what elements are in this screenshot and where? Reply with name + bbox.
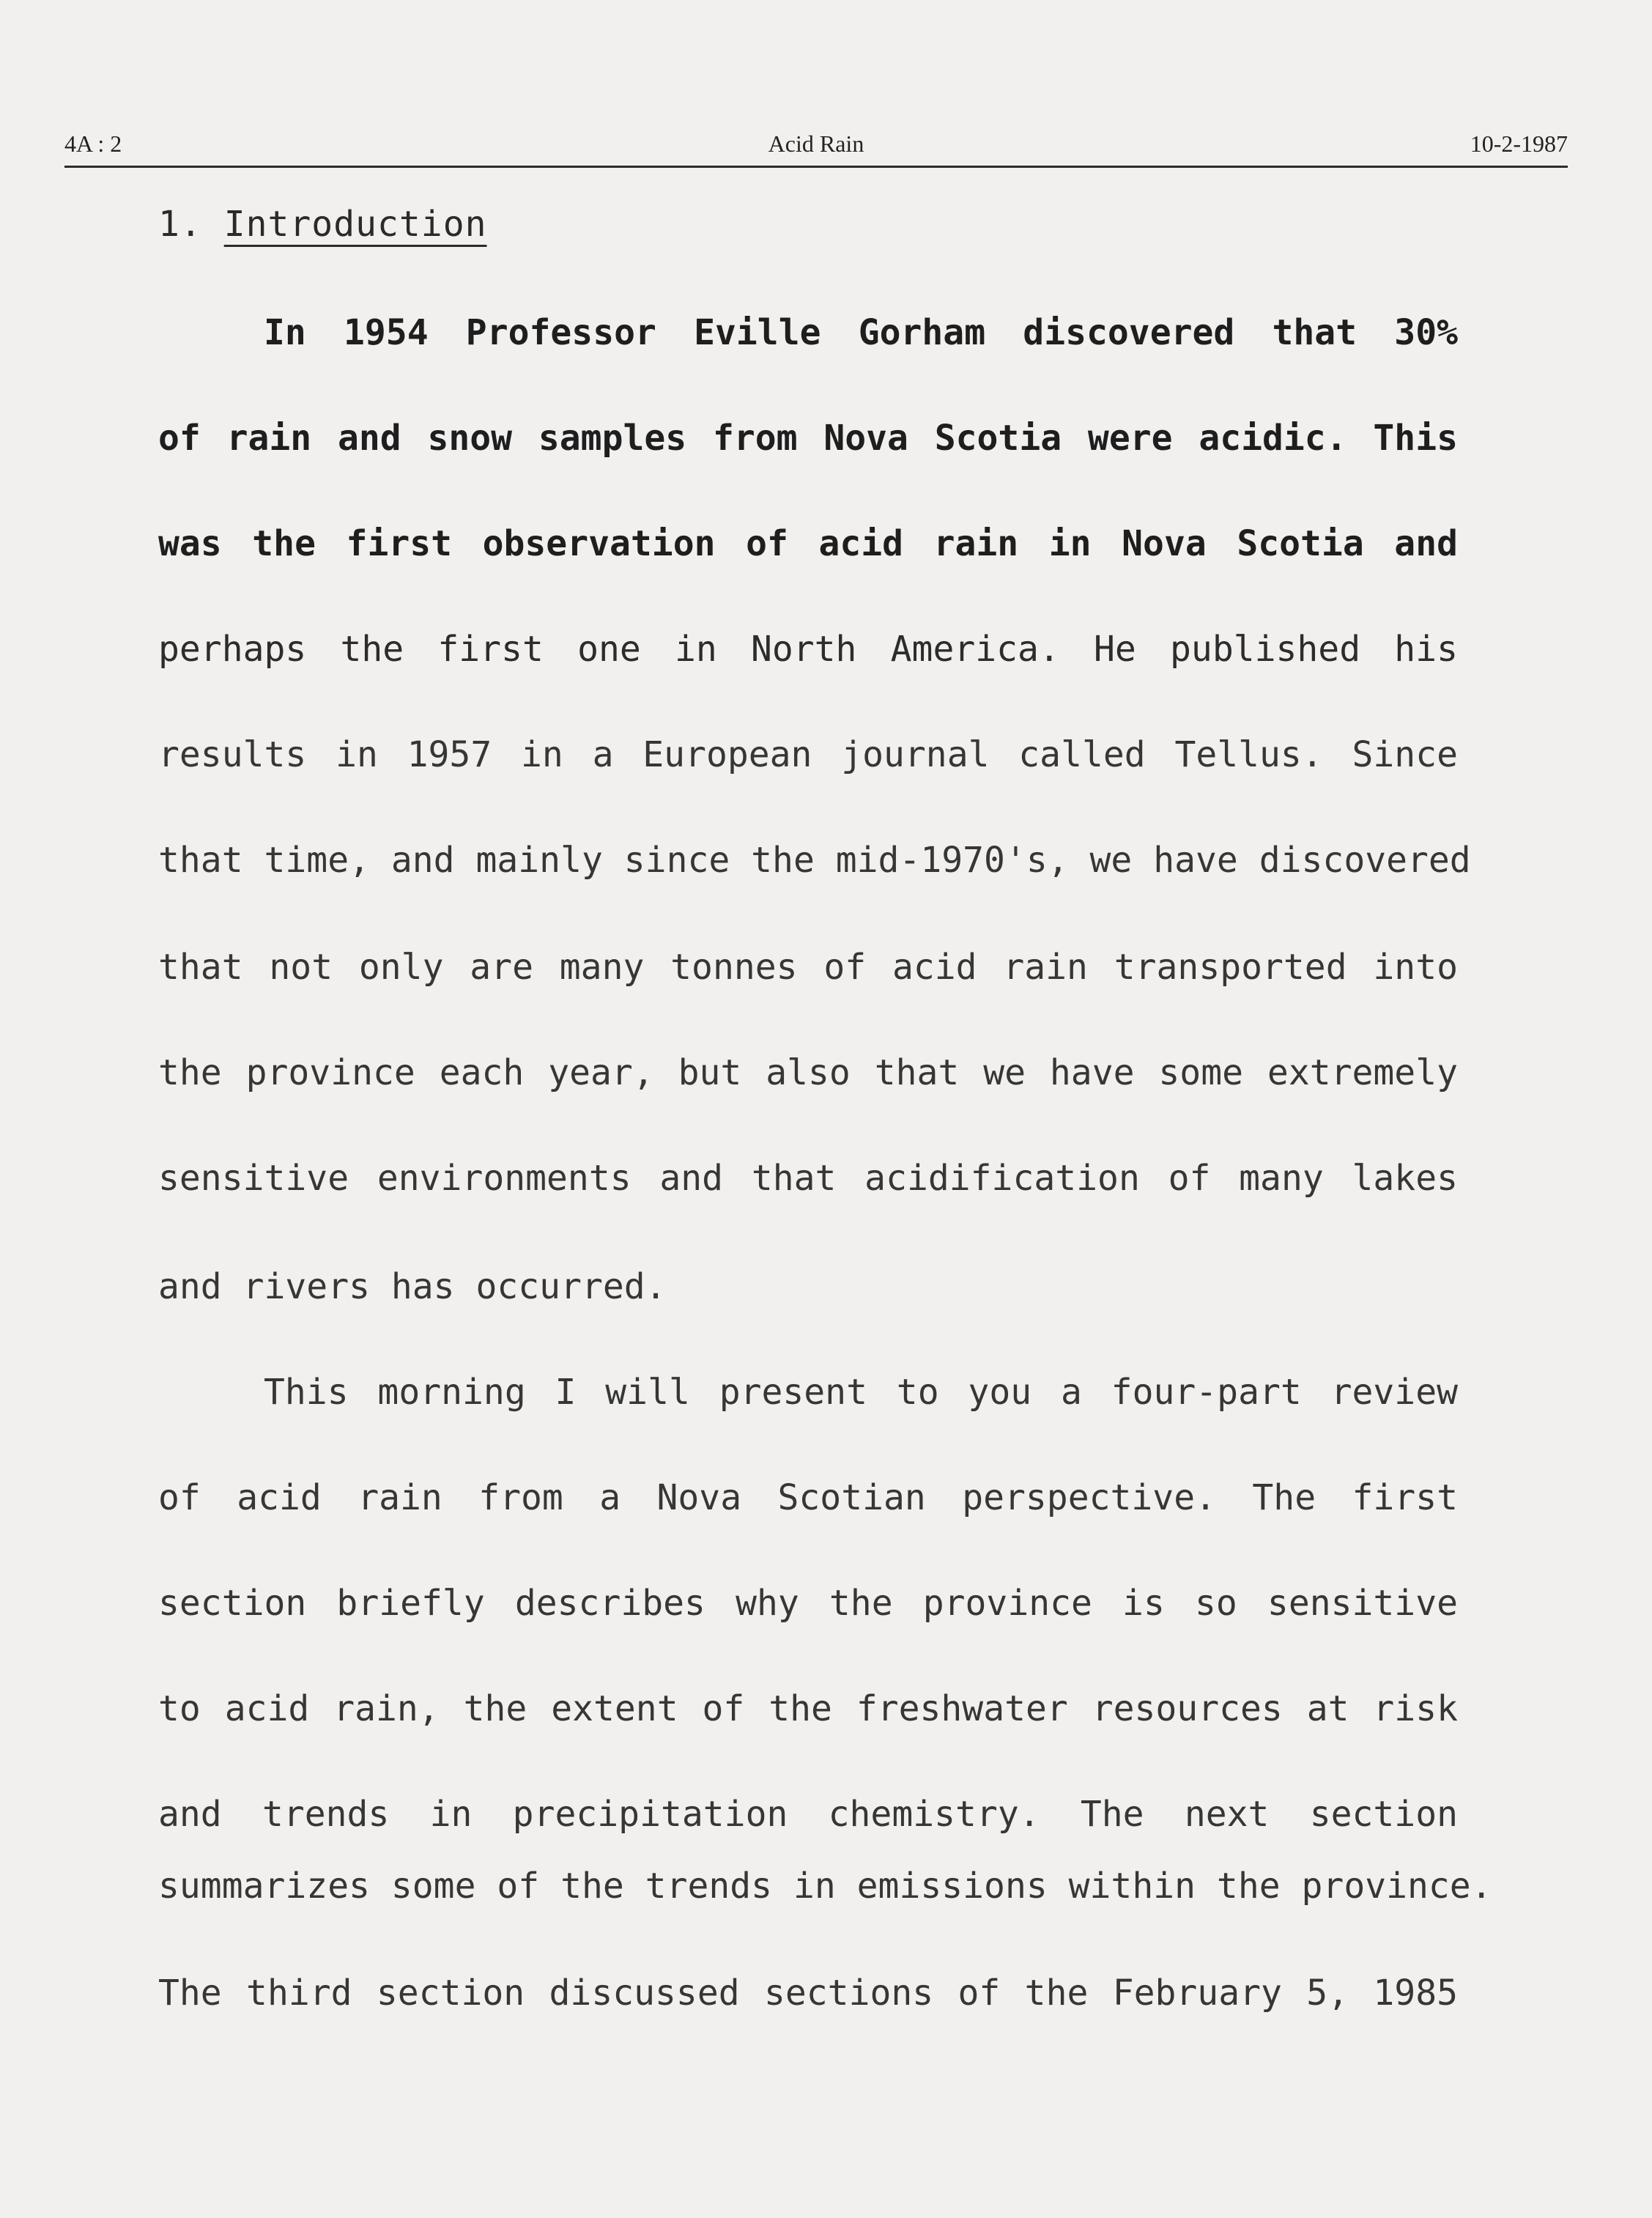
paragraph-1-line: and rivers has occurred. [158, 1266, 667, 1307]
paragraph-1-line: of rain and snow samples from Nova Scotia were acidic. This [158, 418, 1458, 459]
page-number: 4A : 2 [64, 130, 122, 157]
paragraph-1-line: the province each year, but also that we have some extremely [158, 1052, 1458, 1093]
section-number: 1. [158, 204, 202, 245]
section-title: Introduction [223, 204, 487, 245]
paragraph-2-line: This morning I will present to you a four-part review [264, 1372, 1458, 1413]
paragraph-2-line: and trends in precipitation chemistry. The next section [158, 1794, 1458, 1835]
header-date: 10-2-1987 [1470, 130, 1568, 157]
paragraph-2-line: of acid rain from a Nova Scotian perspective. The first [158, 1477, 1458, 1518]
running-title: Acid Rain [768, 130, 864, 157]
section-heading [158, 204, 486, 245]
paragraph-1-line: sensitive environments and that acidification of many lakes [158, 1158, 1458, 1199]
paragraph-1-line: that time, and mainly since the mid-1970's, we have discovered [158, 840, 1471, 881]
paragraph-2-line: summarizes some of the trends in emissions within the province. [158, 1866, 1492, 1907]
paragraph-1-line: that not only are many tonnes of acid rain transported into [158, 947, 1458, 988]
header-rule [64, 166, 1568, 168]
paragraph-1-line: perhaps the first one in North America. He published his [158, 629, 1458, 670]
paragraph-1-line: results in 1957 in a European journal called Tellus. Since [158, 734, 1458, 775]
paragraph-2-line: section briefly describes why the province is so sensitive [158, 1583, 1458, 1624]
paragraph-2-line: to acid rain, the extent of the freshwater resources at risk [158, 1688, 1458, 1729]
paragraph-1-line: was the first observation of acid rain in Nova Scotia and [158, 523, 1458, 564]
paragraph-2-line: The third section discussed sections of the February 5, 1985 [158, 1973, 1458, 2014]
paragraph-1-line: In 1954 Professor Eville Gorham discovered that 30% [264, 312, 1458, 353]
page-header [64, 125, 1568, 167]
